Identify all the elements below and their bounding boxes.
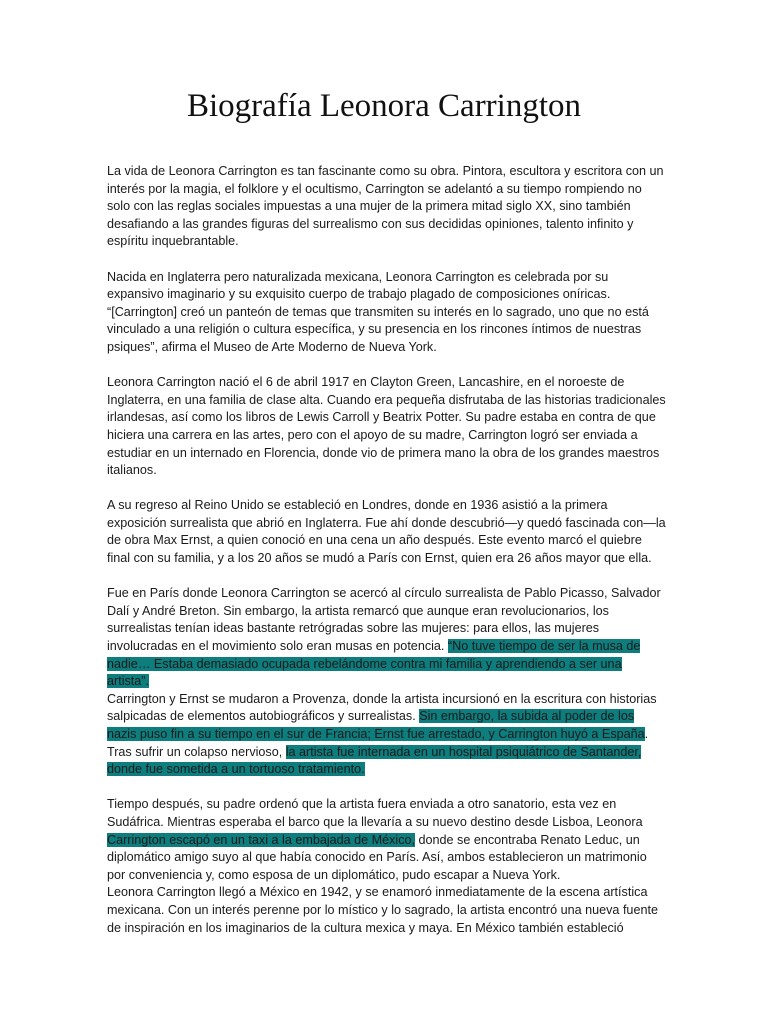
paragraph-origin: Nacida en Inglaterra pero naturalizada mexicana, Leonora Carrington es celebrada por su expansivo imaginario y su exquisito cuerpo de trabajo plagado de composiciones oníricas. “[Carrington] creó un panteón de temas que transmiten su interés en lo sagrado, uno que no está vinculado a una religión o cultura específica, y su presencia en los rincones íntimos de nuestras psiques”, afirma el Museo de Arte Moderno de Nueva York. [107, 269, 649, 354]
paragraph-intro: La vida de Leonora Carrington es tan fascinante como su obra. Pintora, escultora y escritora con un interés por la magia, el folklore y el ocultismo, Carrington se adelantó a su tiempo rompiendo no solo con las reglas sociales impuestas a una mujer de la primera mitad siglo XX, sino también desafiando a las grandes figuras del surrealismo con sus decididas opiniones, talento infinito y espíritu inquebrantable. [107, 164, 664, 249]
escape-text: Tiempo después, su padre ordenó que la artista fuera enviada a otro sanatorio, esta vez en Sudáfrica. Mientras esperaba el barco que la llevaría a su nuevo destino desde Lisboa, Leonora [107, 797, 643, 829]
highlighted-hospital: la artista fue internada en un hospital psiquiátrico de Santander, donde fue sometida a un tortuoso tratamiento. [107, 744, 642, 777]
paragraph-provence [107, 691, 667, 779]
paragraph-escape [107, 796, 667, 884]
highlighted-embassy: Carrington escapó en un taxi a la embajada de México, [107, 832, 416, 847]
document-title: Biografía Leonora Carrington [186, 88, 582, 124]
paragraph-london: A su regreso al Reino Unido se estableció en Londres, donde en 1936 asistió a la primera exposición surrealista que abrió en Inglaterra. Fue ahí donde descubrió—y quedó fascinada con—la de obra Max Ernst, a quien conoció en una cena un año después. Este evento marcó el quiebre final con su familia, y a los 20 años se mudó a París con Ernst, quien era 26 años mayor que ella. [107, 498, 666, 566]
paragraph-paris [107, 585, 667, 691]
highlighted-nazis: Sin embargo, la subida al poder de los nazis puso fin a su tiempo en el sur de Francia; Ernst fue arrestado, y Carrington huyó a España [107, 709, 645, 741]
paris-text: Fue en París donde Leonora Carrington se acercó al círculo surrealista de Pablo Picasso, Salvador Dalí y André Breton. Sin embargo, la artista remarcó que aunque eran revolucionarios, los surrealistas tenían ideas bastante retrógradas sobre las mujeres: para ellos, las mujeres involucradas en el movimiento solo eran musas en potencia. [107, 586, 661, 654]
paragraph-childhood: Leonora Carrington nació el 6 de abril 1917 en Clayton Green, Lancashire, en el noroeste de Inglaterra, en una familia de clase alta. Cuando era pequeña disfrutaba de las historias tradicionales irlandesas, así como los libros de Lewis Carroll y Beatrix Potter. Su padre estaba en contra de que hiciera una carrera en las artes, pero con el apoyo de su madre, Carrington logró ser enviada a estudiar en un internado en Florencia, donde vio de primera mano la obra de los grandes maestros italianos. [107, 375, 666, 478]
provence-text: Carrington y Ernst se mudaron a Provenza, donde la artista incursionó en la escritura con historias salpicadas de elementos autobiográficos y surrealistas. [107, 691, 657, 724]
highlighted-quote: “No tuve tiempo de ser la musa de nadie… Estaba demasiado ocupada rebelándome contra mi familia y aprendiendo a ser una artista”. [107, 639, 641, 689]
paragraph-mexico: Leonora Carrington llegó a México en 1942, y se enamoró inmediatamente de la escena artística mexicana. Con un interés perenne por lo místico y lo sagrado, la artista encontró una nueva fuente de inspiración en los imaginarios de la cultura mexica y maya. En México también estableció [107, 885, 658, 935]
provence-text-2: . Tras sufrir un colapso nervioso, [107, 727, 649, 759]
escape-text-2: donde se encontraba Renato Leduc, un diplomático amigo suyo al que había conocido en París. Así, ambos establecieron un matrimonio por conveniencia y, como esposa de un diplomático, pudo escapar a Nueva York. [107, 832, 647, 882]
document-body [107, 163, 667, 937]
